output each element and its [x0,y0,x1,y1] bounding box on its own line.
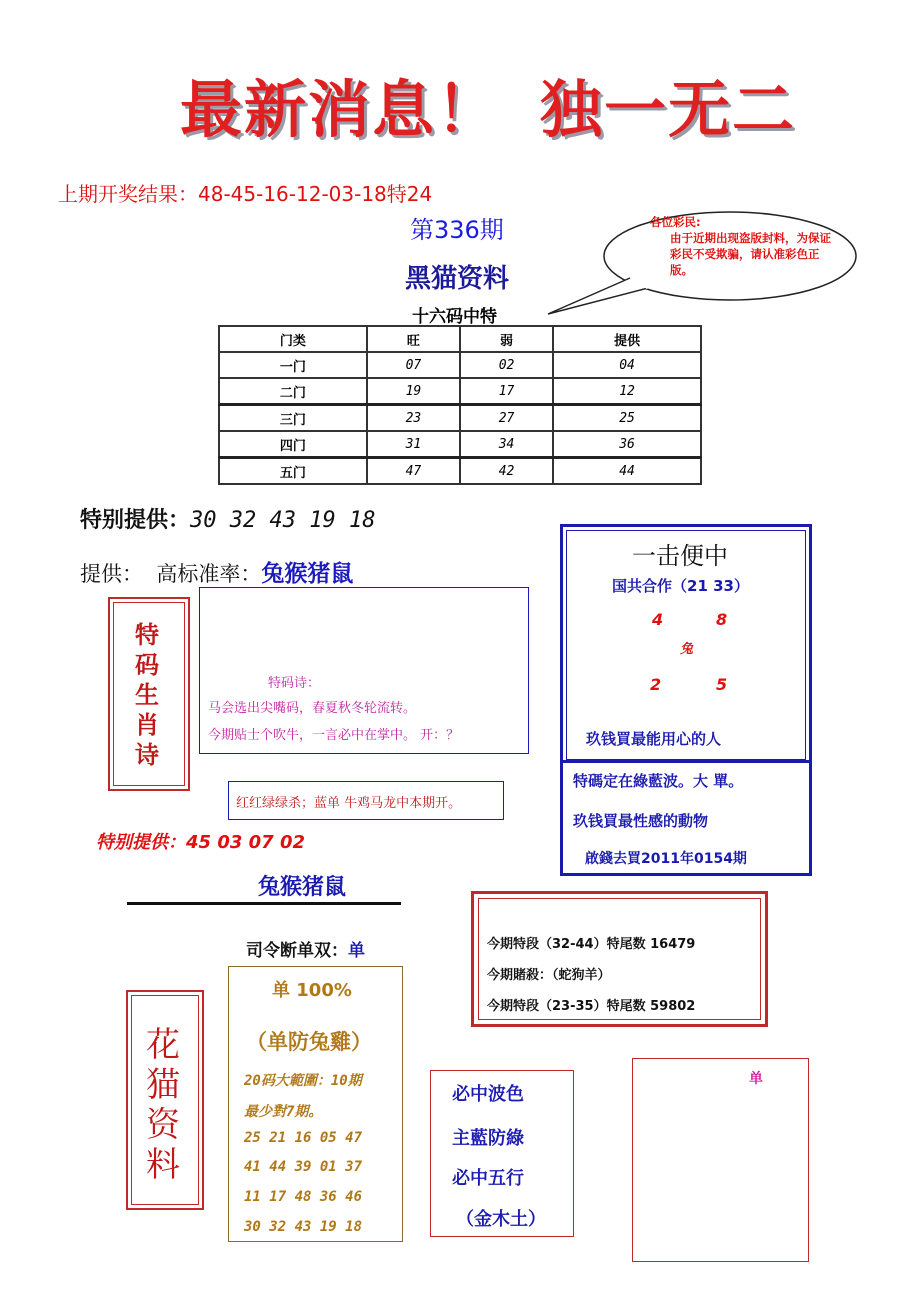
table-caption: 十六码中特 [412,307,497,327]
table-row: 一门 07 02 04 [219,352,701,378]
table-row: 三门 23 27 25 [219,405,701,432]
wave-line: （金木土） [456,1209,546,1230]
yiji-divider [560,760,812,763]
yiji-line: 玖钱買最性感的動物 [573,812,709,830]
huamao-numbers: 30 32 43 19 18 [244,1219,363,1235]
siling-odd-even: 司令断单双：单 [246,941,365,961]
poem-label: 特 码 生 肖 诗 [135,620,159,769]
kill-text: 红红绿绿杀；蓝单 牛鸡马龙中本期开。 [236,796,462,811]
page-title: 最新消息！ 独一无二 [180,73,797,146]
huamao-line: 单 100% [272,980,352,1001]
special-provide-2: 特别提供：45 03 07 02 [96,832,305,853]
table-row: 二门 19 17 12 [219,378,701,405]
yiji-title: 一击便中 [632,542,728,570]
yiji-guogong: 国共合作（21 33） [612,577,749,595]
wave-line: 主藍防綠 [452,1128,524,1149]
yiji-line: 特碼定在綠藍波。大 單。 [573,772,744,790]
huamao-label: 花 猫 资 料 [146,1025,180,1185]
last-draw-result: 上期开奖结果：48-45-16-12-03-18特24 [58,182,433,206]
segment-line: 今期特段（23-35）特尾数 59802 [487,999,696,1014]
table-header-row: 门类 旺 弱 提供 [219,326,701,352]
yiji-number: 2 [650,675,662,694]
table-row: 五门 47 42 44 [219,458,701,485]
huamao-numbers: 11 17 48 36 46 [244,1189,363,1205]
table-row: 四门 31 34 36 [219,431,701,458]
poem-line: 马会选出尖嘴码，春夏秋冬轮流转。 [208,701,417,716]
sixteen-code-table [218,325,702,485]
yiji-number: 8 [716,610,728,629]
bubble-notice: 各位彩民: 由于近期出现盗版封料，为保证彩民不受欺骗，请认准彩色正版。 [650,215,831,277]
yiji-number: 5 [716,675,728,694]
wave-line: 必中波色 [452,1084,524,1105]
huamao-line: 20码大範圍：10期 [244,1073,362,1089]
huamao-line: 最少對7期。 [244,1104,323,1120]
yiji-center: 兔 [680,642,694,657]
divider [127,902,401,905]
yiji-line: 啟錢去買2011年0154期 [585,851,747,867]
poem-line: 今期贴士个吹牛，一言必中在掌中。 开：？ [208,728,460,743]
yiji-line: 玖钱買最能用心的人 [586,730,722,748]
poem-title: 特码诗： [268,676,321,691]
provide-zodiacs: 提供： 高标准率：兔猴猪鼠 [80,561,354,587]
zodiac-heading: 兔猴猪鼠 [258,875,347,900]
empty-box [632,1058,809,1262]
huamao-line: （单防兔雞） [246,1030,372,1054]
huamao-numbers: 25 21 16 05 47 [244,1130,363,1146]
wave-line: 必中五行 [452,1168,524,1189]
issue-number: 第336期 [410,216,504,244]
yiji-number: 4 [652,610,664,629]
segment-line: 今期特段（32-44）特尾数 16479 [487,937,696,952]
section-title-heimao: 黑猫资料 [405,264,510,294]
pink-mark: 单 [749,1071,763,1087]
huamao-numbers: 41 44 39 01 37 [244,1159,363,1175]
special-provide: 特别提供：30 32 43 19 18 [80,508,376,533]
segment-line: 今期賭殺：（蛇狗羊） [487,968,611,983]
